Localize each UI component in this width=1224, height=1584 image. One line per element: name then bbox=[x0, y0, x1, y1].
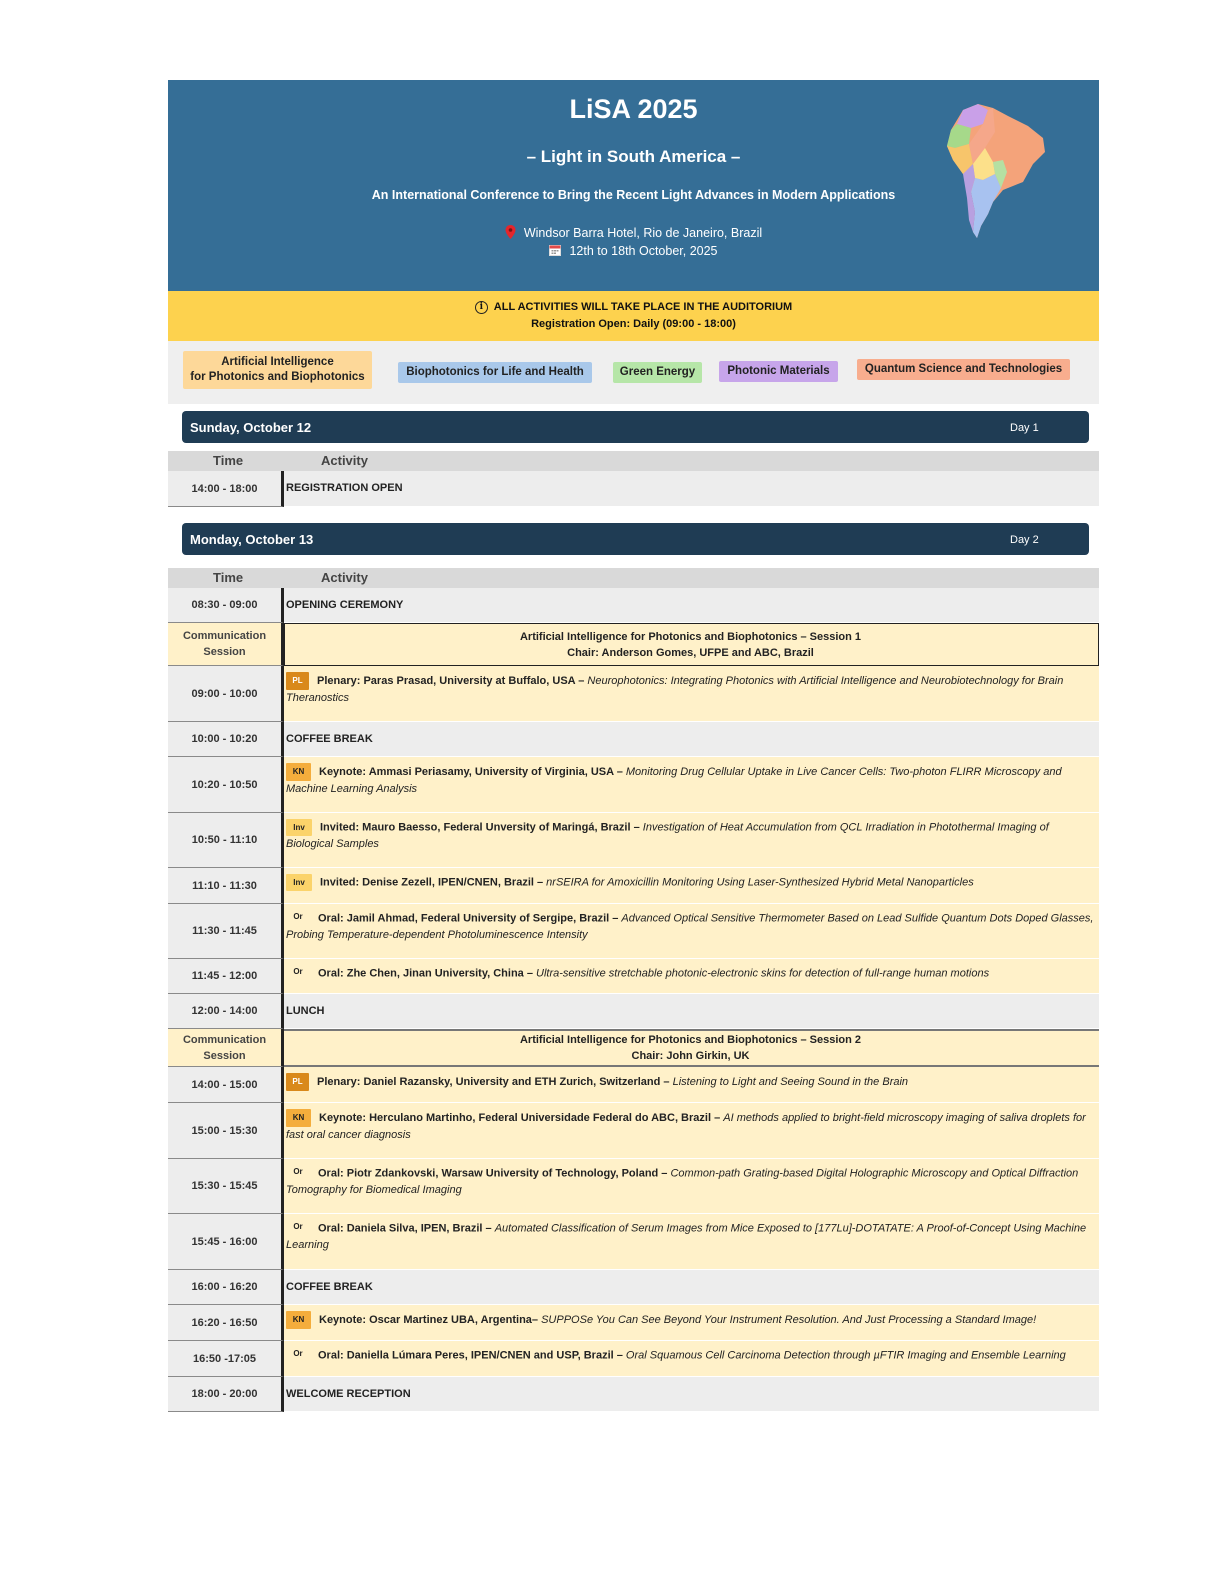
row-activity bbox=[284, 1159, 1099, 1214]
day-2-column-header bbox=[168, 568, 1099, 588]
row-activity: COFFEE BREAK bbox=[284, 722, 1099, 757]
row-activity bbox=[284, 666, 1099, 722]
day-1-header bbox=[182, 411, 1089, 443]
talk-title: SUPPOSe You Can See Beyond Your Instrument Resolution. And Just Processing a Standard Image! bbox=[541, 1313, 1037, 1326]
row-activity bbox=[284, 1305, 1099, 1341]
legend-green-energy-track: Green Energy bbox=[613, 362, 702, 383]
row-activity bbox=[284, 868, 1099, 904]
talk-title: Neurophotonics: Integrating Photonics with Artificial Intelligence and Neurobiotechnology for Brain Theranostics bbox=[286, 674, 1064, 704]
talk-row bbox=[168, 1103, 1099, 1159]
row-activity bbox=[284, 1067, 1099, 1103]
session-header-row bbox=[168, 1029, 1099, 1067]
session-1-title: Artificial Intelligence for Photonics and Biophotonics – Session 1 bbox=[519, 630, 862, 643]
talk-row bbox=[168, 757, 1099, 813]
talk-type-badge: Or bbox=[286, 1165, 310, 1182]
speaker: Oral: Piotr Zdankovski, Warsaw University of Technology, Poland – bbox=[318, 1167, 671, 1180]
legend-ai-line2: for Photonics and Biophotonics bbox=[190, 371, 365, 383]
talk-title: Monitoring Drug Cellular Uptake in Live Cancer Cells: Two-photon FLIRR Microscopy and Machine Learning Analysis bbox=[286, 765, 1062, 795]
conference-subtitle: – Light in South America – bbox=[526, 147, 741, 166]
speaker: Plenary: Paras Prasad, University at Buffalo, USA – bbox=[317, 674, 588, 687]
speaker: Oral: Daniela Silva, IPEN, Brazil – bbox=[318, 1222, 495, 1235]
talk-row bbox=[168, 904, 1099, 959]
row-time: 14:00 - 18:00 bbox=[168, 471, 284, 507]
row-activity: LUNCH bbox=[284, 994, 1099, 1029]
talk-type-badge: Inv bbox=[286, 819, 312, 836]
row-time: 14:00 - 15:00 bbox=[168, 1067, 284, 1103]
session-label-line2: Session bbox=[203, 646, 246, 658]
legend-ai-track bbox=[183, 351, 372, 389]
talk-row bbox=[168, 666, 1099, 722]
map-pin-icon bbox=[505, 225, 516, 242]
row-activity: COFFEE BREAK bbox=[284, 1270, 1099, 1305]
session-label bbox=[168, 1029, 284, 1067]
table-row bbox=[168, 588, 1099, 623]
session-2-rows bbox=[168, 1067, 1099, 1412]
row-time: 11:45 - 12:00 bbox=[168, 959, 284, 994]
venue-text: Windsor Barra Hotel, Rio de Janeiro, Brazil bbox=[523, 225, 763, 240]
speaker: Invited: Denise Zezell, IPEN/CNEN, Brazil – bbox=[320, 876, 547, 889]
activity-column-header: Activity bbox=[321, 453, 368, 468]
info-icon: i bbox=[475, 301, 488, 314]
day-2-header bbox=[182, 523, 1089, 555]
row-activity bbox=[284, 757, 1099, 813]
row-time: 15:00 - 15:30 bbox=[168, 1103, 284, 1159]
speaker: Invited: Mauro Baesso, Federal Unversity of Maringá, Brazil – bbox=[320, 821, 643, 834]
row-time: 09:00 - 10:00 bbox=[168, 666, 284, 722]
row-time: 16:00 - 16:20 bbox=[168, 1270, 284, 1305]
talk-title: AI methods applied to bright-field microscopy imaging of saliva droplets for fast oral cancer diagnosis bbox=[286, 1111, 1086, 1141]
talk-title: Ultra-sensitive stretchable photonic-electronic skins for detection of full-range human motions bbox=[536, 967, 990, 980]
talk-type-badge: KN bbox=[286, 1109, 311, 1127]
speaker: Oral: Jamil Ahmad, Federal University of Sergipe, Brazil – bbox=[318, 912, 622, 925]
conference-header bbox=[168, 80, 1099, 291]
talk-type-badge: KN bbox=[286, 1311, 311, 1329]
day-1-name: Sunday, October 12 bbox=[190, 420, 312, 435]
activity-column-header: Activity bbox=[321, 570, 368, 585]
talk-title: Oral Squamous Cell Carcinoma Detection through µFTIR Imaging and Ensemble Learning bbox=[625, 1349, 1066, 1362]
break-row bbox=[168, 1377, 1099, 1412]
row-activity bbox=[284, 1103, 1099, 1159]
talk-type-badge: Or bbox=[286, 1347, 310, 1364]
row-time: 10:50 - 11:10 bbox=[168, 813, 284, 868]
talk-type-badge: Inv bbox=[286, 874, 312, 891]
row-activity bbox=[284, 904, 1099, 959]
break-row bbox=[168, 1270, 1099, 1305]
day-1-label: Day 1 bbox=[1010, 422, 1039, 434]
conference-tagline: An International Conference to Bring the Recent Light Advances in Modern Applications bbox=[371, 188, 896, 202]
talk-row bbox=[168, 1067, 1099, 1103]
notice-line-1 bbox=[168, 299, 1099, 316]
row-time: 08:30 - 09:00 bbox=[168, 588, 284, 623]
session-2-title-block bbox=[284, 1029, 1099, 1067]
talk-row bbox=[168, 868, 1099, 904]
break-row bbox=[168, 994, 1099, 1029]
talk-type-badge: PL bbox=[286, 1073, 309, 1091]
session-label bbox=[168, 623, 284, 666]
session-2-title: Artificial Intelligence for Photonics and Biophotonics – Session 2 bbox=[519, 1034, 862, 1046]
row-time: 11:10 - 11:30 bbox=[168, 868, 284, 904]
row-time: 10:00 - 10:20 bbox=[168, 722, 284, 757]
talk-title: Advanced Optical Sensitive Thermometer Based on Lead Sulfide Quantum Dots Doped Glasses, Probing Temperature-dependent Photoluminescence Intensity bbox=[286, 912, 1094, 942]
session-header-row bbox=[168, 623, 1099, 666]
session-2-chair: Chair: John Girkin, UK bbox=[631, 1050, 750, 1062]
row-time: 12:00 - 14:00 bbox=[168, 994, 284, 1029]
session-label-line1: Communication bbox=[182, 1033, 267, 1046]
talk-row bbox=[168, 1341, 1099, 1377]
row-activity bbox=[284, 1214, 1099, 1270]
session-label-line1: Communication bbox=[182, 630, 267, 642]
session-1-chair: Chair: Anderson Gomes, UFPE and ABC, Brazil bbox=[567, 646, 814, 659]
break-row bbox=[168, 722, 1099, 757]
talk-title: Investigation of Heat Accumulation from QCL Irradiation in Photothermal Imaging of Biological Samples bbox=[286, 821, 1049, 851]
talk-title: Common-path Grating-based Digital Holographic Microscopy and Optical Diffraction Tomography for Biomedical Imaging bbox=[286, 1167, 1079, 1197]
row-activity: OPENING CEREMONY bbox=[284, 588, 1099, 623]
dates-text: 12th to 18th October, 2025 bbox=[569, 244, 718, 258]
notice-registration: Registration Open: Daily (09:00 - 18:00) bbox=[531, 318, 736, 330]
talk-title: Automated Classification of Serum Images from Mice Exposed to [177Lu]-DOTATATE: A Proof-of-Concept Using Machine Learning bbox=[286, 1222, 1087, 1252]
talk-type-badge: Or bbox=[286, 910, 310, 927]
talk-row bbox=[168, 1214, 1099, 1270]
notice-banner bbox=[168, 291, 1099, 341]
speaker: Oral: Zhe Chen, Jinan University, China – bbox=[318, 967, 537, 980]
row-activity bbox=[284, 813, 1099, 868]
conference-title: LiSA 2025 bbox=[569, 94, 698, 124]
row-time: 16:20 - 16:50 bbox=[168, 1305, 284, 1341]
time-column-header: Time bbox=[213, 570, 244, 585]
row-time: 15:45 - 16:00 bbox=[168, 1214, 284, 1270]
speaker: Keynote: Ammasi Periasamy, University of Virginia, USA – bbox=[319, 765, 626, 778]
legend-quantum-track: Quantum Science and Technologies bbox=[857, 359, 1070, 380]
talk-row bbox=[168, 959, 1099, 994]
row-time: 10:20 - 10:50 bbox=[168, 757, 284, 813]
row-activity: REGISTRATION OPEN bbox=[284, 471, 1099, 507]
row-time: 15:30 - 15:45 bbox=[168, 1159, 284, 1214]
talk-row bbox=[168, 1305, 1099, 1341]
table-row bbox=[168, 471, 1099, 507]
south-america-map-icon bbox=[933, 102, 1048, 242]
day-2-name: Monday, October 13 bbox=[190, 532, 314, 547]
talk-type-badge: Or bbox=[286, 1220, 310, 1237]
session-1-title-block bbox=[284, 623, 1099, 666]
talk-type-badge: PL bbox=[286, 672, 309, 690]
talk-row bbox=[168, 1159, 1099, 1214]
talk-type-badge: KN bbox=[286, 763, 311, 781]
row-activity bbox=[284, 959, 1099, 994]
day-1-column-header bbox=[168, 451, 1099, 471]
time-column-header: Time bbox=[213, 453, 244, 468]
dates-line bbox=[168, 244, 1099, 259]
row-activity: WELCOME RECEPTION bbox=[284, 1377, 1099, 1412]
talk-title: nrSEIRA for Amoxicillin Monitoring Using Laser-Synthesized Hybrid Metal Nanoparticles bbox=[546, 876, 974, 889]
talk-row bbox=[168, 813, 1099, 868]
session-label-line2: Session bbox=[203, 1049, 246, 1062]
day-2-label: Day 2 bbox=[1010, 534, 1039, 546]
talk-type-badge: Or bbox=[286, 965, 310, 982]
calendar-icon bbox=[549, 244, 561, 259]
speaker: Oral: Daniella Lúmara Peres, IPEN/CNEN and USP, Brazil – bbox=[318, 1349, 626, 1362]
track-legend bbox=[168, 341, 1099, 404]
legend-biophotonics-track: Biophotonics for Life and Health bbox=[398, 362, 592, 383]
speaker: Keynote: Oscar Martinez UBA, Argentina– bbox=[319, 1313, 542, 1326]
program-page bbox=[168, 80, 1099, 1412]
legend-ai-line1: Artificial Intelligence bbox=[221, 356, 334, 368]
speaker: Keynote: Herculano Martinho, Federal Universidade Federal do ABC, Brazil – bbox=[319, 1111, 724, 1124]
row-activity bbox=[284, 1341, 1099, 1377]
row-time: 16:50 -17:05 bbox=[168, 1341, 284, 1377]
legend-photonic-materials-track: Photonic Materials bbox=[719, 361, 838, 382]
notice-auditorium: ALL ACTIVITIES WILL TAKE PLACE IN THE AUDITORIUM bbox=[493, 301, 793, 313]
session-1-rows bbox=[168, 666, 1099, 1029]
row-time: 18:00 - 20:00 bbox=[168, 1377, 284, 1412]
talk-title: Listening to Light and Seeing Sound in the Brain bbox=[672, 1075, 909, 1088]
row-time: 11:30 - 11:45 bbox=[168, 904, 284, 959]
speaker: Plenary: Daniel Razansky, University and ETH Zurich, Switzerland – bbox=[317, 1075, 673, 1088]
